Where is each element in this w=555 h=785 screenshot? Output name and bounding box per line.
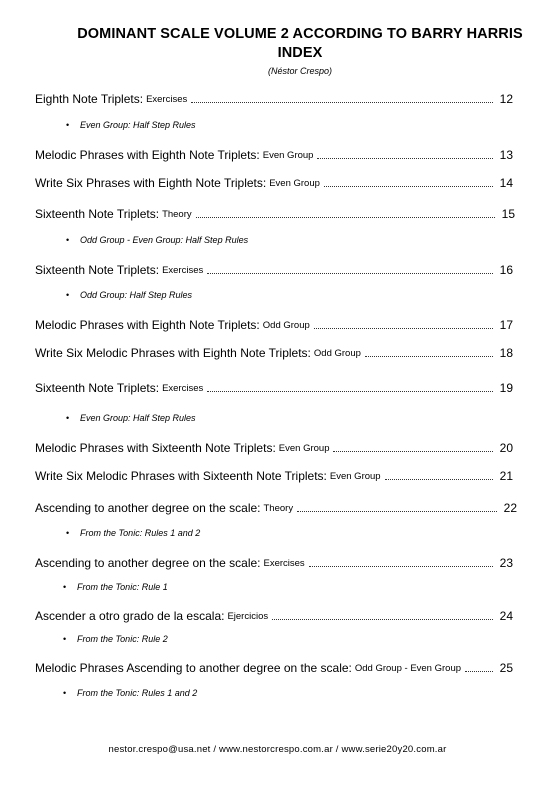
bullet-icon: • bbox=[66, 528, 70, 538]
subitem-text: Odd Group: Half Step Rules bbox=[80, 290, 193, 300]
entry-title: Melodic Phrases Ascending to another degree on the scale: bbox=[35, 661, 352, 675]
subitem-text: From the Tonic: Rules 1 and 2 bbox=[80, 528, 201, 538]
subitem-text: From the Tonic: Rule 2 bbox=[77, 634, 168, 644]
dot-leader bbox=[196, 217, 495, 218]
entry-subtitle: Exercises bbox=[263, 558, 305, 569]
page-number: 23 bbox=[499, 556, 513, 570]
dot-leader bbox=[317, 158, 493, 159]
bullet-icon: • bbox=[66, 290, 70, 300]
toc-entry bbox=[35, 439, 513, 455]
entry-title: Ascending to another degree on the scale: bbox=[35, 501, 261, 515]
toc-subitem bbox=[63, 634, 168, 644]
entry-title: Ascender a otro grado de la escala: bbox=[35, 609, 225, 623]
subitem-text: From the Tonic: Rule 1 bbox=[77, 582, 168, 592]
entry-title: Melodic Phrases with Eighth Note Triplets: bbox=[35, 148, 260, 162]
entry-subtitle: Exercises bbox=[162, 383, 204, 394]
toc-subitem bbox=[66, 235, 248, 245]
page-number: 12 bbox=[499, 92, 513, 106]
bullet-icon: • bbox=[66, 120, 70, 130]
toc-subitem bbox=[66, 413, 196, 423]
document-title: DOMINANT SCALE VOLUME 2 ACCORDING TO BARRY HARRIS bbox=[77, 26, 523, 42]
entry-title: Ascending to another degree on the scale: bbox=[35, 556, 261, 570]
toc-subitem bbox=[63, 582, 168, 592]
toc-subitem bbox=[66, 528, 200, 538]
page-number: 25 bbox=[499, 661, 513, 675]
subitem-text: Even Group: Half Step Rules bbox=[80, 413, 196, 423]
dot-leader bbox=[207, 273, 493, 274]
entry-subtitle: Odd Group bbox=[262, 320, 310, 331]
page-number: 24 bbox=[499, 609, 513, 623]
entry-subtitle: Even Group bbox=[329, 471, 381, 482]
toc-subitem bbox=[63, 688, 197, 698]
page-number: 15 bbox=[501, 207, 515, 221]
entry-subtitle: Even Group bbox=[269, 178, 320, 189]
bullet-icon: • bbox=[63, 688, 67, 698]
toc-entry bbox=[35, 607, 513, 623]
page-number: 18 bbox=[499, 346, 513, 360]
dot-leader bbox=[333, 451, 493, 452]
entry-title: Melodic Phrases with Sixteenth Note Triplets: bbox=[35, 441, 276, 455]
page-number: 20 bbox=[499, 441, 513, 455]
dot-leader bbox=[207, 391, 493, 392]
page-number: 21 bbox=[499, 469, 513, 483]
dot-leader bbox=[272, 619, 493, 620]
entry-title: Write Six Melodic Phrases with Sixteenth Note Triplets: bbox=[35, 469, 327, 483]
toc-subitem bbox=[66, 290, 192, 300]
page-number: 19 bbox=[499, 381, 513, 395]
toc-entry bbox=[35, 205, 515, 221]
entry-title: Write Six Phrases with Eighth Note Triplets: bbox=[35, 176, 267, 190]
index-heading: INDEX bbox=[277, 45, 323, 61]
toc-entry bbox=[35, 90, 513, 106]
toc-entry bbox=[35, 261, 513, 277]
entry-title: Sixteenth Note Triplets: bbox=[35, 207, 160, 221]
entry-subtitle: Exercises bbox=[146, 94, 188, 105]
entry-title: Write Six Melodic Phrases with Eighth Note Triplets: bbox=[35, 346, 311, 360]
bullet-icon: • bbox=[66, 235, 70, 245]
dot-leader bbox=[385, 479, 493, 480]
subitem-text: Odd Group - Even Group: Half Step Rules bbox=[80, 235, 249, 245]
dot-leader bbox=[465, 671, 493, 672]
subitem-text: From the Tonic: Rules 1 and 2 bbox=[77, 688, 198, 698]
dot-leader bbox=[314, 328, 493, 329]
entry-subtitle: Even Group bbox=[278, 443, 330, 454]
dot-leader bbox=[309, 566, 493, 567]
entry-subtitle: Odd Group - Even Group bbox=[354, 663, 462, 674]
author-name: (Néstor Crespo) bbox=[267, 66, 332, 76]
entry-title: Sixteenth Note Triplets: bbox=[35, 381, 160, 395]
toc-entry bbox=[35, 146, 513, 162]
footer-links: nestor.crespo@usa.net / www.nestorcrespo.com.ar / www.serie20y20.com.ar bbox=[108, 744, 447, 755]
entry-title: Melodic Phrases with Eighth Note Triplets: bbox=[35, 318, 260, 332]
page-number: 14 bbox=[499, 176, 513, 190]
page-number: 16 bbox=[499, 263, 513, 277]
entry-title: Eighth Note Triplets: bbox=[35, 92, 144, 106]
entry-subtitle: Odd Group bbox=[313, 348, 361, 359]
bullet-icon: • bbox=[66, 413, 70, 423]
entry-subtitle: Even Group bbox=[262, 150, 314, 161]
entry-subtitle: Theory bbox=[263, 503, 294, 514]
subitem-text: Even Group: Half Step Rules bbox=[80, 120, 196, 130]
dot-leader bbox=[324, 186, 493, 187]
dot-leader bbox=[191, 102, 493, 103]
page-number: 13 bbox=[499, 148, 513, 162]
toc-entry bbox=[35, 344, 513, 360]
page-number: 22 bbox=[503, 501, 517, 515]
bullet-icon: • bbox=[63, 582, 67, 592]
toc-entry bbox=[35, 174, 513, 190]
toc-entry bbox=[35, 554, 513, 570]
entry-subtitle: Ejercicios bbox=[227, 611, 269, 622]
dot-leader bbox=[297, 511, 497, 512]
dot-leader bbox=[365, 356, 493, 357]
toc-subitem bbox=[66, 120, 196, 130]
toc-entry bbox=[35, 467, 513, 483]
page-number: 17 bbox=[499, 318, 513, 332]
toc-entry bbox=[35, 316, 513, 332]
entry-subtitle: Exercises bbox=[162, 265, 204, 276]
entry-title: Sixteenth Note Triplets: bbox=[35, 263, 160, 277]
toc-entry bbox=[35, 379, 513, 395]
bullet-icon: • bbox=[63, 634, 67, 644]
toc-entry bbox=[35, 659, 513, 675]
toc-entry bbox=[35, 499, 517, 515]
entry-subtitle: Theory bbox=[162, 209, 192, 220]
